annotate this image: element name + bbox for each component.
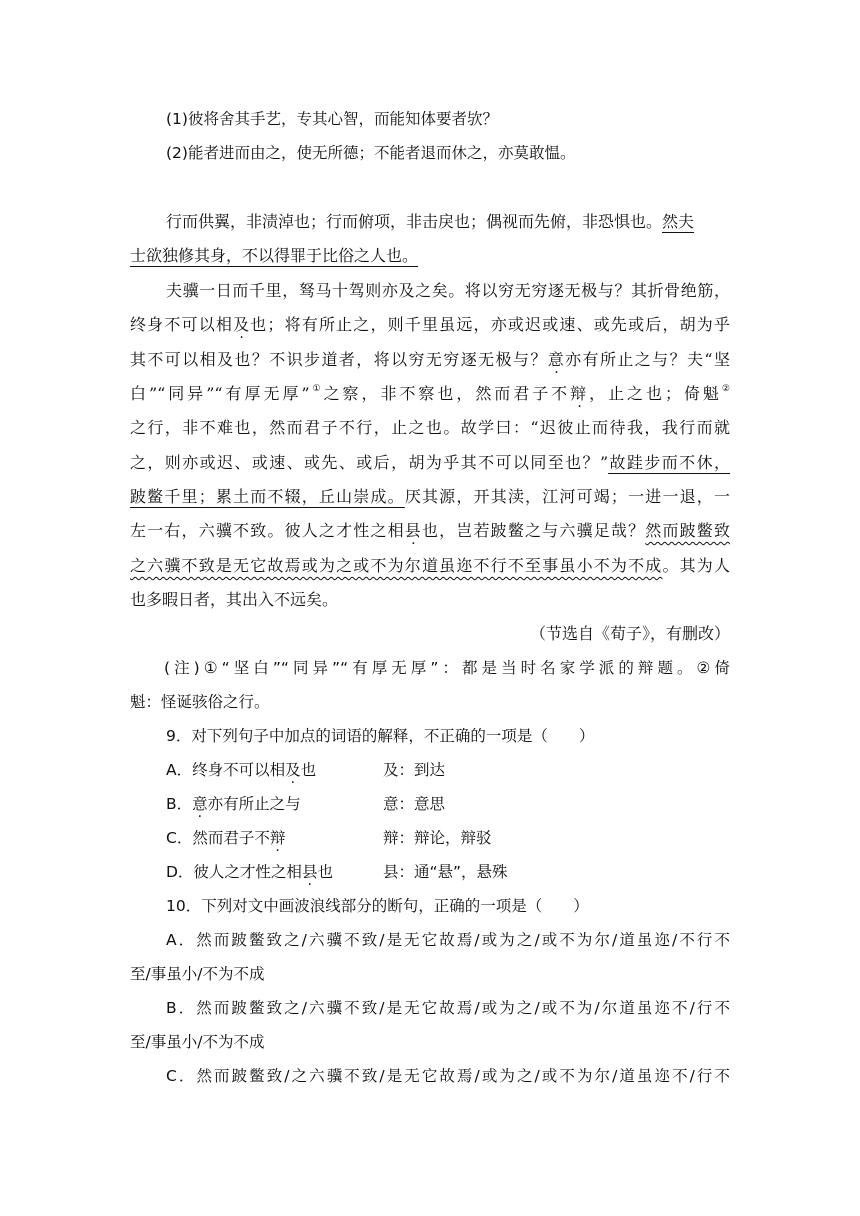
- passage-text: 行而供翼，非渍淖也；行而俯项，非击戾也；偶视而先俯，非恐惧也。: [166, 212, 663, 231]
- question-9-option-a[interactable]: [166, 763, 730, 779]
- passage-text: 左一右，六骥不致。彼人之才性之相: [130, 521, 405, 540]
- passage-text: 之，则亦或迟、或速、或先、或后，胡为乎其不可以同至也？”: [130, 453, 609, 472]
- question-10-option-a-line2[interactable]: 至/事虽小/不为不成: [130, 965, 265, 983]
- option-text: C．然而君子不: [166, 829, 270, 847]
- passage-text: 其不可以相及也？不识步道者，将以穷无穷逐无极与？: [130, 350, 548, 369]
- dotted-word: 辩: [269, 829, 286, 847]
- option-text: B．: [166, 795, 193, 813]
- question-9-option-b[interactable]: [166, 797, 730, 813]
- passage-p2-line2: [130, 317, 730, 333]
- passage-p2-line1: 夫骥一日而千里，驽马十驾则亦及之矣。将以穷无穷逐无极与？其折骨绝筋，: [166, 281, 730, 300]
- passage-p2-line6: [130, 455, 730, 471]
- passage-p1-line2: [130, 248, 418, 264]
- option-text: D．彼人之才性之相: [166, 863, 302, 881]
- passage-underlined-text: 故跬步而不休，: [608, 453, 730, 472]
- dotted-word: 意: [547, 350, 566, 369]
- passage-p2-line10: 也多暇日者，其出入不远矣。: [130, 590, 339, 609]
- option-text: 也: [300, 761, 317, 779]
- annotation-line1: (注)①“坚白”“同异”“有厚无厚”：都是当时名家学派的辩题。②倚: [164, 659, 730, 677]
- annotation-line2: 魁：怪诞骇俗之行。: [130, 693, 270, 711]
- passage-text: 也，岂若跛鳖之与六骥足哉？: [421, 521, 646, 540]
- passage-p2-line7: [130, 489, 730, 505]
- option-definition: 意：意思: [383, 795, 446, 813]
- passage-source: （节选自《荀子》，有删改）: [529, 624, 730, 643]
- passage-p2-line8: [130, 523, 730, 539]
- option-definition: 辩：辩论，辩驳: [383, 829, 492, 847]
- prev-question-2: (2)能者进而由之，使无所德；不能者退而休之，亦莫敢愠。: [166, 144, 576, 162]
- passage-p2-line3: [130, 352, 730, 368]
- dotted-word: 县: [301, 863, 318, 881]
- passage-text: ，止之也；倚魁: [589, 384, 722, 403]
- dotted-word: 辩: [570, 384, 590, 403]
- question-10-option-b-line2[interactable]: 至/事虽小/不为不成: [130, 1033, 265, 1051]
- prev-question-1: (1)彼将舍其手艺，专其心智，而能知体要者欤？: [166, 110, 498, 128]
- passage-text: 也；将有所止之，则千里虽远，亦或迟或速、或先或后，胡为乎: [250, 315, 730, 334]
- passage-text: 厌其源，开其渎，江河可竭；一进一退，一: [404, 487, 730, 506]
- footnote-marker: ②: [721, 384, 730, 394]
- question-10-option-b-line1[interactable]: B．然而跛鳖致之/六骥不致/是无它故焉/或为之/或不为/尔道虽迩不/行不: [166, 999, 730, 1017]
- question-9-stem: 9．对下列句子中加点的词语的解释，不正确的一项是（ ）: [166, 727, 595, 745]
- option-text: 也: [317, 863, 333, 881]
- question-9-option-c[interactable]: [166, 831, 730, 847]
- passage-underlined-text: 跛鳖千里；累土而不辍，丘山崇成。: [130, 487, 405, 506]
- passage-wavy-text: 然而跛鳖致: [645, 521, 730, 540]
- option-definition: 及：到达: [383, 761, 446, 779]
- option-text: 亦有所止之与: [207, 795, 301, 813]
- footnote-marker: ①: [309, 384, 324, 394]
- question-10-stem: 10．下列对文中画波浪线部分的断句，正确的一项是（ ）: [166, 897, 589, 915]
- passage-underlined-text: 士欲独修其身，不以得罪于比俗之人也。: [130, 246, 419, 265]
- passage-text: 终身不可以相: [130, 315, 234, 334]
- question-10-option-c-line1[interactable]: C．然而跛鳖致/之六骥不致/是无它故焉/或为之/或不为尔/道虽迩不/行不: [166, 1067, 730, 1085]
- passage-underlined-text: 然夫: [662, 212, 695, 231]
- question-9-option-d[interactable]: [166, 865, 730, 881]
- passage-p2-line5: 之行，非不难也，然而君子不行，止之也。故学曰：“迟彼止而待我，我行而就: [130, 418, 730, 437]
- option-text: A．终身不可以相: [166, 761, 286, 779]
- passage-p1-line1: [166, 214, 730, 230]
- passage-text: 白”“同异”“有厚无厚”: [130, 384, 310, 403]
- question-10-option-a-line1[interactable]: A．然而跛鳖致之/六骥不致/是无它故焉/或为之/或不为尔/道虽迩/不行不: [166, 931, 730, 949]
- passage-text: 亦有所止之与？夫“坚: [565, 350, 730, 369]
- option-definition: 县：通“悬”，悬殊: [383, 863, 508, 881]
- passage-text: 。其为人: [662, 556, 730, 575]
- passage-p2-line9: [130, 558, 730, 574]
- passage-text: 之察，非不察也，然而君子不: [323, 384, 571, 403]
- passage-p2-line4: [130, 386, 730, 402]
- dotted-word: 县: [404, 521, 422, 540]
- dotted-word: 及: [285, 761, 301, 779]
- dotted-word: 意: [192, 795, 208, 813]
- dotted-word: 及: [233, 315, 251, 334]
- passage-wavy-text: 之六骥不致是无它故焉或为之或不为尔道虽迩不行不至事虽小不为不成: [130, 556, 663, 575]
